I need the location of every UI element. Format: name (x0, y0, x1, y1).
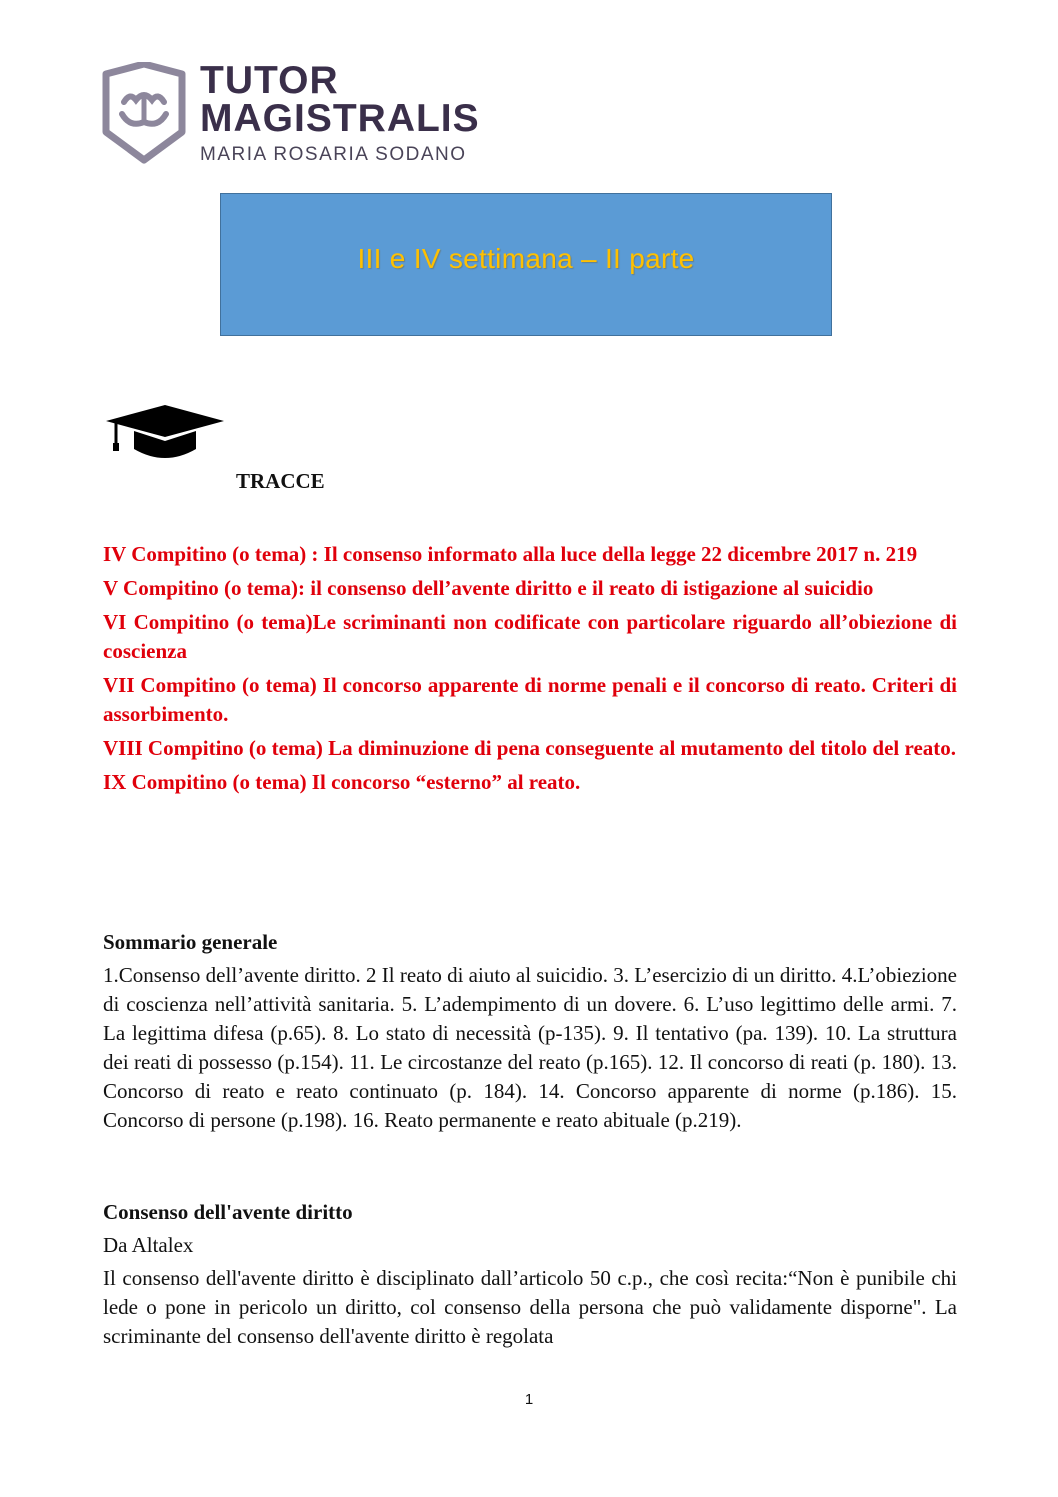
consenso-title: Consenso dell'avente diritto (103, 1200, 353, 1224)
assignment-item: IV Compitino (o tema) : Il consenso informato alla luce della legge 22 dicembre 2017 n. 219 (103, 542, 918, 566)
consenso-section (103, 1198, 957, 1351)
summary-text: 1.Consenso dell’avente diritto. 2 Il reato di aiuto al suicidio. 3. L’esercizio di un diritto. 4.L’obiezione di coscienza nell’attività sanitaria. 5. L’adempimento di un dovere. 6. L’uso legittimo delle armi. 7. La legittima difesa (p.65). 8. Lo stato di necessità (p-135). 9. Il tentativo (pa. 139). 10. La struttura dei reati di possesso (p.154). 11. Le circostanze del reato (p.165). 12. Il concorso di reati (p. 180). 13. Concorso di reato e reato continuato (p. 184). 14. Concorso apparente di norme (p.186). 15. Concorso di persone (p.198). 16. Reato permanente e reato abituale (p.219). (103, 963, 958, 1132)
page-number: 1 (524, 1391, 534, 1408)
assignment-item: IX Compitino (o tema) Il concorso “esterno” al reato. (103, 770, 581, 794)
tracce-heading: TRACCE (236, 469, 325, 493)
logo-subtitle: MARIA ROSARIA SODANO (200, 144, 467, 165)
summary-title: Sommario generale (103, 930, 278, 954)
logo-line-2: MAGISTRALIS (200, 97, 480, 140)
graduation-cap-icon (106, 405, 224, 461)
shield-logo-icon (100, 62, 188, 164)
assignment-item: V Compitino (o tema): il consenso dell’avente diritto e il reato di istigazione al suicidio (103, 576, 874, 600)
assignments-list (103, 540, 957, 802)
assignment-item: VII Compitino (o tema) Il concorso apparente di norme penali e il concorso di reato. Criteri di assorbimento. (103, 673, 957, 726)
logo-text (200, 59, 480, 166)
assignment-item: VIII Compitino (o tema) La diminuzione di pena conseguente al mutamento del titolo del reato. (103, 736, 957, 760)
consenso-source: Da Altalex (103, 1233, 194, 1257)
consenso-text: Il consenso dell'avente diritto è disciplinato dall’articolo 50 c.p., che così recita:“Non è punibile chi lede o pone in pericolo un diritto, col consenso della persona che può validamente disporne". La scriminante del consenso dell'avente diritto è regolata (103, 1266, 957, 1348)
summary-section (103, 928, 957, 1135)
logo (100, 59, 500, 170)
banner-title: III e IV settimana – II parte (357, 242, 695, 274)
logo-line-1: TUTOR (200, 59, 339, 102)
assignment-item: VI Compitino (o tema)Le scriminanti non codificate con particolare riguardo all’obiezione di coscienza (103, 610, 957, 663)
title-banner (220, 193, 832, 336)
